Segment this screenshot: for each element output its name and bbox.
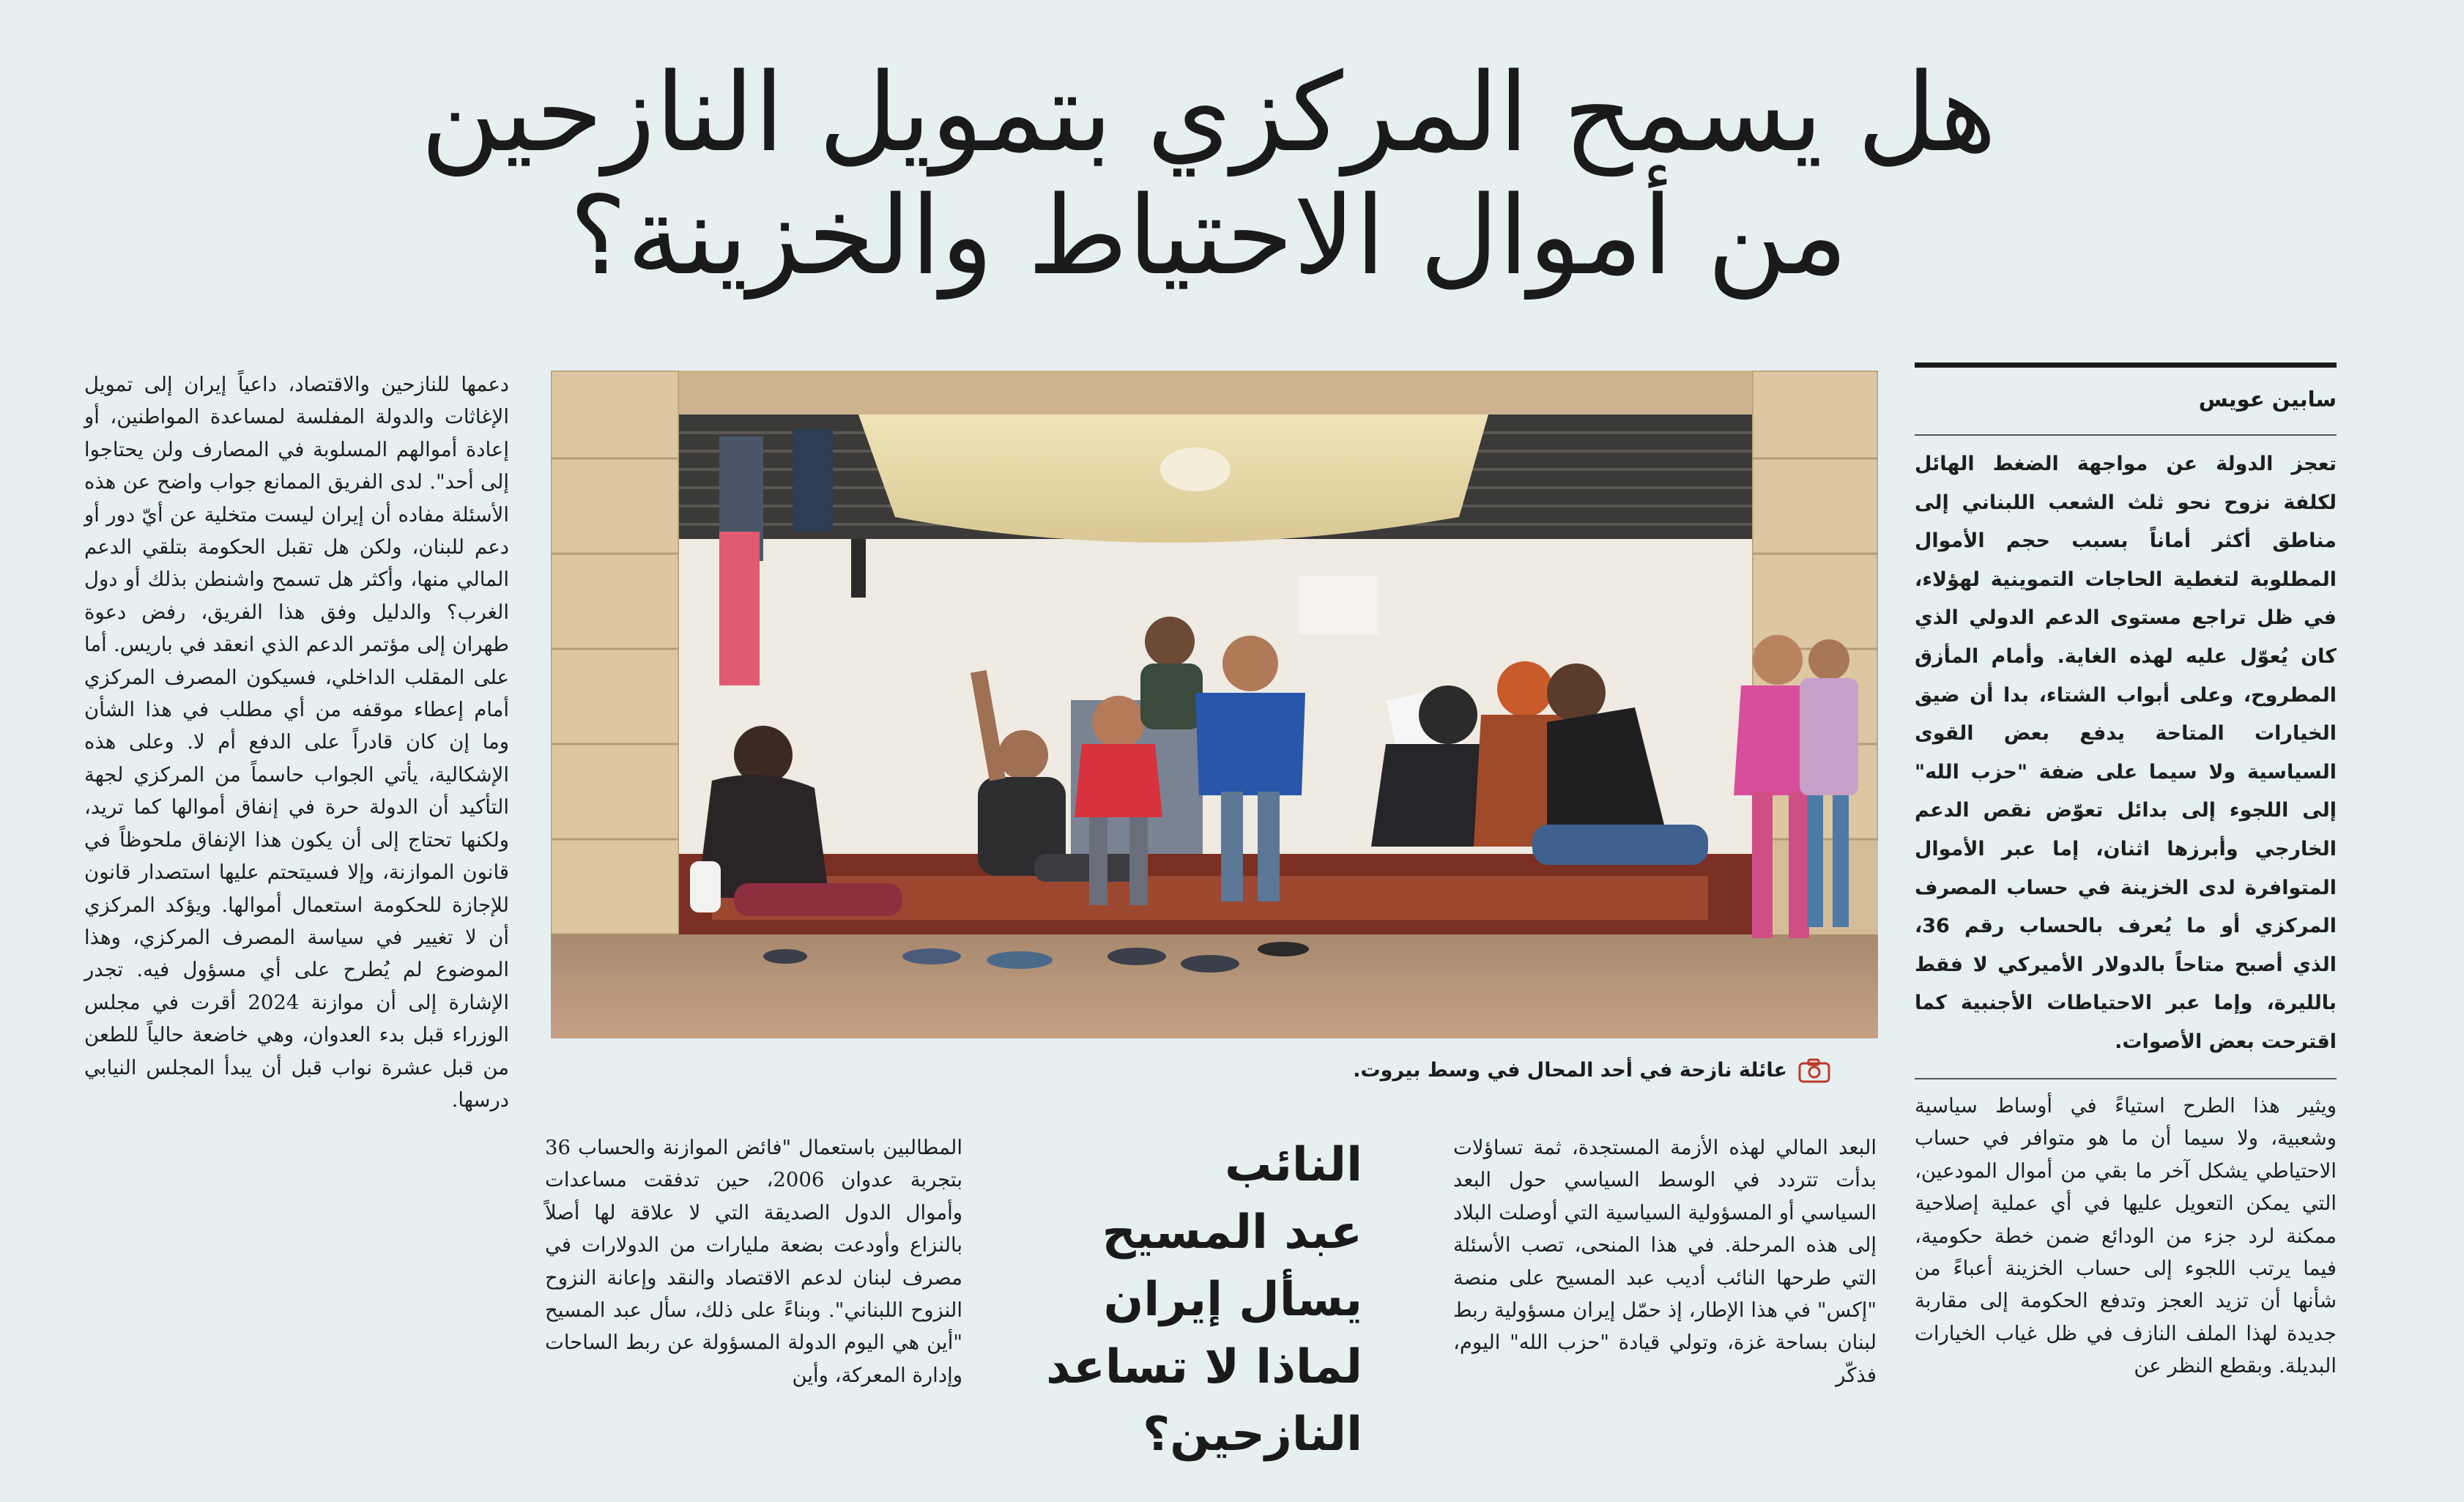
byline-rule (1915, 434, 2337, 436)
article-column-mid-left (545, 1131, 962, 1483)
headline (220, 51, 2197, 297)
article-column-mid-right (1453, 1131, 1877, 1483)
headline-line-2: من أموال الاحتياط والخزينة؟ (569, 173, 1848, 299)
column-right-text: ويثير هذا الطرح استياءً في أوساط سياسية وشعبية، ولا سيما أن ما هو متوافر في حساب الاحتياطي يشكل آخر ما بقي من أموال المودعين، التي يمكن التعويل عليها في أي عملية إصلاحية ممكنة لرد جزء من الودائع ضمن خطة حكومية، فيما يرتب اللجوء إلى حساب الخزينة أعباءً من شأنها أن تزيد العجز وتدفع الحكومة إلى مقاربة جديدة لهذا الملف النازف في ظل غياب الخيارات البديلة. وبقطع النظر عن (1915, 1094, 2337, 1378)
camera-icon (1797, 1057, 1831, 1084)
byline: سابين عويس (2198, 387, 2337, 412)
article-column-right (1915, 1090, 2337, 1485)
lead-paragraph (1915, 445, 2337, 1068)
lead-text: تعجز الدولة عن مواجهة الضغط الهائل لكلفة نزوح نحو ثلث الشعب اللبناني إلى مناطق أكثر أماناً بسبب حجم الأموال المطلوبة لتغطية الحاجات التموينية لهؤلاء، في ظل تراجع مستوى الدعم الدولي الذي كان يُعوّل عليه لهذه الغاية. وأمام المأزق المطروح، وعلى أبواب الشتاء، بدا أن ضيق الخيارات المتاحة يدفع بعض القوى السياسية ولا سيما على ضفة "حزب الله" إلى اللجوء إلى بدائل تعوّض نقص الدعم الخارجي وأبرزها اثنان، إما عبر الأموال المتوافرة لدى الخزينة في حساب المصرف المركزي أو ما يُعرف بالحساب رقم 36، الذي أصبح متاحاً بالدولار الأميركي لا فقط بالليرة، وإما عبر الاحتياطات الأجنبية كما اقترحت بعض الأصوات. (1915, 453, 2337, 1053)
pull-quote-line-5: النازحين؟ (1143, 1408, 1362, 1462)
article-column-left (84, 368, 509, 1481)
pull-quote-line-3: يسأل إيران (1103, 1273, 1362, 1327)
article-photo (551, 371, 1878, 1038)
column-mid-right-text: البعد المالي لهذه الأزمة المستجدة، ثمة تساؤلات بدأت تتردد في الوسط السياسي حول البعد السياسي أو المسؤولية السياسية التي أوصلت البلاد إلى هذه المرحلة. في هذا المنحى، تصب الأسئلة التي طرحها النائب أديب عبد المسيح على منصة "إكس" في هذا الإطار، إذ حمّل إيران مسؤولية ربط لبنان بساحة غزة، وتولي قيادة "حزب الله" اليوم، فذكّر (1453, 1136, 1877, 1387)
headline-line-1: هل يسمح المركزي بتمويل النازحين (420, 50, 1997, 176)
photo-caption-text: عائلة نازحة في أحد المحال في وسط بيروت. (1353, 1059, 1787, 1082)
column-mid-left-text: المطالبين باستعمال "فائض الموازنة والحساب 36 بتجربة عدوان 2006، حين تدفقت مساعدات وأموال الدول الصديقة التي لا علاقة لها أصلاً بالنزاع وأودعت بضعة مليارات من الدولارات في مصرف لبنان لدعم الاقتصاد والنقد وإعانة النزوح النزوح اللبناني". وبناءً على ذلك، سأل عبد المسيح "أين هي اليوم الدولة المسؤولة عن ربط الساحات وإدارة المعركة، وأين (545, 1136, 963, 1387)
pull-quote (1046, 1131, 1362, 1468)
top-rule (1915, 363, 2337, 368)
pull-quote-line-2: عبد المسيح (1102, 1205, 1362, 1260)
column-left-text: دعمها للنازحين والاقتصاد، داعياً إيران إلى تمويل الإغاثات والدولة المفلسة لمساعدة المواطنين، أو إعادة أموالهم المسلوبة في المصارف ولن يحتاجوا إلى أحد". لدى الفريق الممانع جواب واضح عن هذه الأسئلة مفاده أن إيران ليست متخلية عن أيّ دور أو دعم للبنان، ولكن هل تقبل الحكومة بتلقي الدعم المالي منها، وأكثر هل تسمح واشنطن بذلك أو دول الغرب؟ والدليل وفق هذا الفريق، رفض دعوة طهران إلى مؤتمر الدعم الذي انعقد في باريس. أما على المقلب الداخلي، فسيكون المصرف المركزي أمام إعطاء موقفه من أي مطلب في هذا الشأن وما إن كان قادراً على الدفع أم لا. وعلى هذه الإشكالية، يأتي الجواب حاسماً من المركزي لجهة التأكيد أن الدولة حرة في إنفاق أموالها كما تريد، ولكنها تحتاج إلى أن يكون هذا الإنفاق ملحوظاً في قانون الموازنة، وإلا فسيتحتم عليها استصدار قانون للإجازة للحكومة استعمال أموالها. ويؤكد المركزي أن لا تغيير في سياسة المصرف المركزي، وهذا الموضوع لم يُطرح على أي مسؤول فيه. تجدر الإشارة إلى أن موازنة 2024 أقرت في مجلس الوزراء قبل بدء العدوان، وهي خاضعة حالياً للطعن من قبل عشرة نواب قبل أن يبدأ المجلس النيابي درسها. (84, 373, 509, 1112)
lead-separator-rule (1915, 1078, 2337, 1079)
pull-quote-line-1: النائب (1225, 1138, 1362, 1192)
pull-quote-line-4: لماذا لا تساعد (1046, 1340, 1362, 1394)
photo-caption (1245, 1056, 1831, 1085)
